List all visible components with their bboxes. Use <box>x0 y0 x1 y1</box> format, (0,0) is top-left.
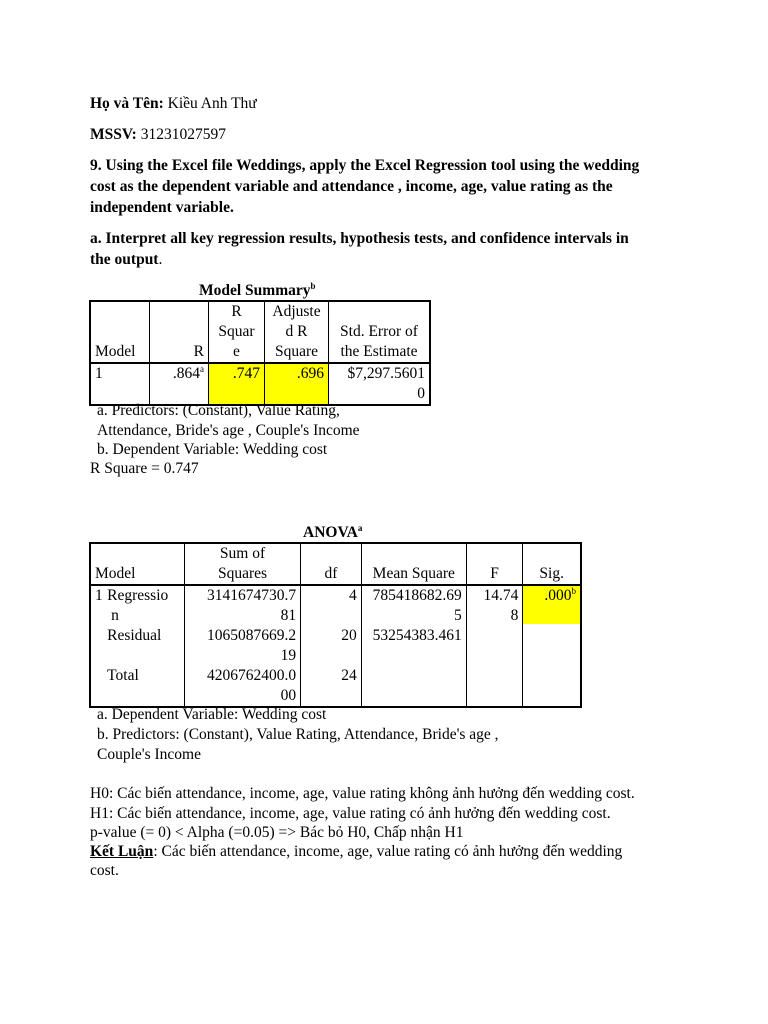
anova-cell-f <box>466 585 523 626</box>
ms-cell-se <box>329 363 431 405</box>
anova-ss-regression-1: 3141674730.7 <box>207 587 297 604</box>
ms-cell-r-sup: a <box>200 363 204 374</box>
student-name <box>90 93 257 114</box>
anova-header-sig: Sig. <box>523 543 581 585</box>
ms-header-adj-2: d R <box>285 323 308 340</box>
anova-header-ss-2: Squares <box>218 565 268 582</box>
question-line-2: cost as the dependent variable and attendance , income, age, value rating as the <box>90 178 613 195</box>
anova-footnote-2: b. Predictors: (Constant), Value Rating, Attendance, Bride's age , <box>97 726 499 743</box>
model-summary-table <box>89 300 431 406</box>
model-summary-title-sup: b <box>310 280 316 291</box>
anova-row-total <box>90 666 581 707</box>
model-summary-title <box>199 280 316 301</box>
anova-title-text: ANOVA <box>303 524 358 541</box>
anova-cell-ss-regression <box>184 585 300 626</box>
hypothesis-h0: H0: Các biến attendance, income, age, value rating không ảnh hưởng đến wedding cost. <box>90 785 635 802</box>
anova-ss-total-2: 00 <box>280 687 297 704</box>
conclusion-line <box>90 842 622 862</box>
anova-sig-sup: b <box>571 585 576 596</box>
anova-footnote-3: Couple's Income <box>97 746 201 763</box>
ms-header-r: R <box>150 301 209 363</box>
anova-cell-ss-residual <box>184 626 300 666</box>
part-a-tail: . <box>158 251 163 268</box>
anova-f-2: 8 <box>510 607 519 624</box>
anova-cell-label-regression <box>103 585 184 626</box>
p-value-line: p-value (= 0) < Alpha (=0.05) => Bác bỏ H0, Chấp nhận H1 <box>90 824 464 841</box>
anova-label-regression-1: Regressio <box>107 587 169 604</box>
ms-cell-se-2: 0 <box>417 385 425 402</box>
ms-header-se-2: the Estimate <box>340 343 418 360</box>
anova-header-ms: Mean Square <box>361 543 466 585</box>
part-a-line-2 <box>90 249 162 270</box>
ms-header-model: Model <box>95 343 136 360</box>
ms-cell-r-square: .747 <box>209 363 265 405</box>
anova-cell-sig <box>523 585 581 626</box>
anova-table <box>89 542 582 708</box>
question-line-1: 9. Using the Excel file Weddings, apply the Excel Regression tool using the wedding <box>90 157 640 174</box>
model-summary-row <box>90 363 430 405</box>
anova-cell-ms-regression <box>361 585 466 626</box>
anova-ss-residual-2: 19 <box>280 647 297 664</box>
anova-title-sup: a <box>357 522 363 533</box>
anova-sig-value: .000 <box>544 587 572 604</box>
anova-header-df: df <box>301 543 362 585</box>
anova-header-row <box>90 543 581 585</box>
anova-ms-regression-2: 5 <box>454 607 462 624</box>
anova-ss-residual-1: 1065087669.2 <box>207 627 297 644</box>
ms-header-r-square <box>209 301 265 363</box>
ms-header-r-square-3: e <box>233 343 240 360</box>
ms-header-adj-1: Adjuste <box>272 303 321 320</box>
anova-cell-model-num: 1 <box>95 587 103 604</box>
anova-header-model: Model <box>95 565 136 582</box>
anova-cell-df-residual: 20 <box>301 626 362 666</box>
ms-cell-adj: .696 <box>265 363 329 405</box>
anova-header-ss-1: Sum of <box>219 545 266 562</box>
ms-header-r-square-2: Squar <box>218 323 255 340</box>
r-square-note: R Square = 0.747 <box>90 460 199 477</box>
anova-cell-df-regression: 4 <box>301 585 362 626</box>
id-value: 31231027597 <box>140 126 226 143</box>
name-value: Kiều Anh Thư <box>167 95 257 112</box>
ms-header-adj-3: Square <box>274 343 319 360</box>
ms-header-adj <box>265 301 329 363</box>
id-label: MSSV: <box>90 126 137 143</box>
anova-cell-ms-residual: 53254383.461 <box>361 626 466 666</box>
ms-footnote-1: a. Predictors: (Constant), Value Rating, <box>97 402 340 419</box>
part-a-line-1: a. Interpret all key regression results, hypothesis tests, and confidence intervals in <box>90 230 629 247</box>
ms-cell-se-1: $7,297.5601 <box>347 365 425 382</box>
anova-row-regression <box>90 585 581 626</box>
anova-label-regression-2: n <box>111 607 119 624</box>
name-label: Họ và Tên: <box>90 95 164 112</box>
ms-footnote-3: b. Dependent Variable: Wedding cost <box>97 441 328 458</box>
conclusion-label: Kết Luận <box>90 843 154 860</box>
student-id <box>90 124 226 145</box>
model-summary-header-row <box>90 301 430 363</box>
ms-footnote-2: Attendance, Bride's age , Couple's Income <box>97 422 360 439</box>
anova-ss-total-1: 4206762400.0 <box>207 667 297 684</box>
ms-cell-r <box>150 363 209 405</box>
anova-f-1: 14.74 <box>483 587 519 604</box>
question-line-3: independent variable. <box>90 199 234 216</box>
anova-ms-regression-1: 785418682.69 <box>372 587 462 604</box>
anova-ss-regression-2: 81 <box>280 607 297 624</box>
anova-title <box>303 522 362 543</box>
hypothesis-h1: H1: Các biến attendance, income, age, value rating có ảnh hưởng đến wedding cost. <box>90 805 611 822</box>
anova-cell-label-total: Total <box>107 667 139 684</box>
anova-cell-ss-total <box>184 666 300 707</box>
anova-cell-label-residual: Residual <box>107 627 162 644</box>
anova-footnote-1: a. Dependent Variable: Wedding cost <box>97 706 327 723</box>
anova-cell-df-total: 24 <box>301 666 362 707</box>
conclusion-line-2: cost. <box>90 862 119 879</box>
anova-header-f: F <box>466 543 523 585</box>
ms-cell-r-value: .864 <box>172 365 200 382</box>
anova-row-residual <box>90 626 581 666</box>
ms-cell-model: 1 <box>95 365 103 382</box>
part-a-bold: the output <box>90 251 159 268</box>
ms-header-se-1: Std. Error of <box>340 323 418 340</box>
anova-header-ss <box>184 543 300 585</box>
ms-header-se <box>329 301 431 363</box>
model-summary-title-text: Model Summary <box>199 282 311 299</box>
anova-sig-highlight <box>523 586 580 624</box>
conclusion-text: : Các biến attendance, income, age, value rating có ảnh hưởng đến wedding <box>153 843 623 860</box>
ms-header-r-square-1: R <box>231 303 242 320</box>
